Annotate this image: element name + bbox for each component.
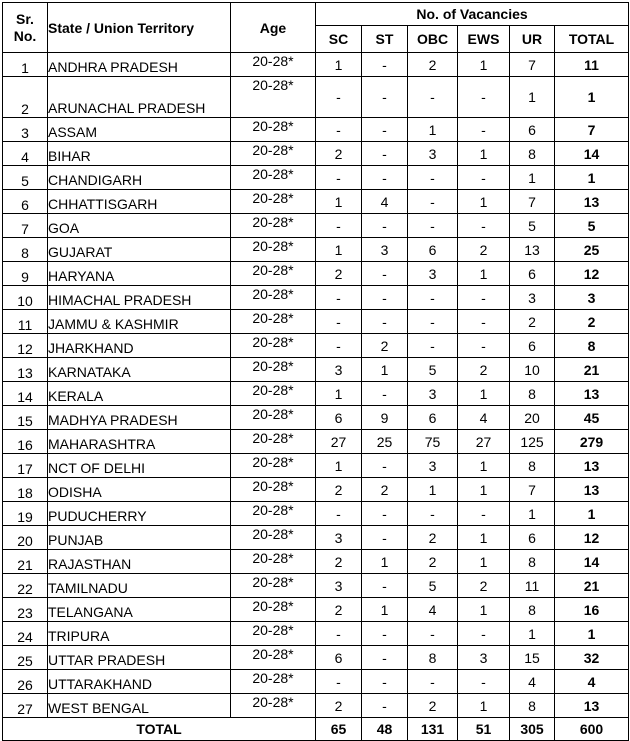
row-state: UTTARAKHAND <box>48 670 231 694</box>
row-ur: 7 <box>510 478 555 502</box>
row-ews: 2 <box>458 358 510 382</box>
vacancy-table <box>2 2 629 741</box>
row-age: 20-28* <box>231 598 316 622</box>
row-obc: 5 <box>408 358 458 382</box>
table-row <box>3 406 629 430</box>
row-obc: 6 <box>408 238 458 262</box>
row-state: PUDUCHERRY <box>48 502 231 526</box>
row-sr-no: 12 <box>3 334 48 358</box>
row-age: 20-28* <box>231 694 316 718</box>
table-row <box>3 382 629 406</box>
row-total: 13 <box>555 478 629 502</box>
row-sc: 2 <box>316 694 362 718</box>
row-ur: 10 <box>510 358 555 382</box>
row-state: UTTAR PRADESH <box>48 646 231 670</box>
row-state: WEST BENGAL <box>48 694 231 718</box>
row-sr-no: 6 <box>3 190 48 214</box>
row-state: MADHYA PRADESH <box>48 406 231 430</box>
row-sc: 3 <box>316 358 362 382</box>
table-row <box>3 166 629 190</box>
row-st: - <box>362 502 408 526</box>
row-total: 16 <box>555 598 629 622</box>
table-row <box>3 478 629 502</box>
row-st: - <box>362 77 408 118</box>
row-obc: 8 <box>408 646 458 670</box>
table-row <box>3 670 629 694</box>
table-row <box>3 430 629 454</box>
row-st: 2 <box>362 334 408 358</box>
row-st: 4 <box>362 190 408 214</box>
row-state: CHANDIGARH <box>48 166 231 190</box>
row-st: - <box>362 53 408 77</box>
row-age: 20-28* <box>231 238 316 262</box>
row-sc: - <box>316 334 362 358</box>
row-state: MAHARASHTRA <box>48 430 231 454</box>
row-state: BIHAR <box>48 142 231 166</box>
table-row <box>3 118 629 142</box>
row-ews: 1 <box>458 262 510 286</box>
row-sc: - <box>316 286 362 310</box>
table-row <box>3 358 629 382</box>
row-ur: 1 <box>510 166 555 190</box>
row-total: 45 <box>555 406 629 430</box>
row-obc: 3 <box>408 142 458 166</box>
table-body <box>3 53 629 718</box>
row-obc: 2 <box>408 53 458 77</box>
row-obc: 1 <box>408 118 458 142</box>
row-ur: 8 <box>510 454 555 478</box>
row-obc: - <box>408 622 458 646</box>
row-state: PUNJAB <box>48 526 231 550</box>
row-sr-no: 24 <box>3 622 48 646</box>
row-ews: - <box>458 77 510 118</box>
row-obc: - <box>408 190 458 214</box>
row-total: 14 <box>555 142 629 166</box>
row-sr-no: 7 <box>3 214 48 238</box>
row-state: RAJASTHAN <box>48 550 231 574</box>
row-ews: 1 <box>458 526 510 550</box>
totals-st: 48 <box>362 718 408 741</box>
row-age: 20-28* <box>231 550 316 574</box>
table-row <box>3 286 629 310</box>
row-sc: - <box>316 310 362 334</box>
row-ur: 8 <box>510 694 555 718</box>
row-st: 1 <box>362 358 408 382</box>
row-age: 20-28* <box>231 502 316 526</box>
totals-total: 600 <box>555 718 629 741</box>
row-st: - <box>362 454 408 478</box>
row-state: ARUNACHAL PRADESH <box>48 77 231 118</box>
row-obc: 3 <box>408 382 458 406</box>
row-ews: - <box>458 334 510 358</box>
row-state: JAMMU & KASHMIR <box>48 310 231 334</box>
row-age: 20-28* <box>231 262 316 286</box>
row-sc: 2 <box>316 478 362 502</box>
row-obc: 2 <box>408 526 458 550</box>
row-state: GUJARAT <box>48 238 231 262</box>
row-ur: 3 <box>510 286 555 310</box>
table-row <box>3 574 629 598</box>
table-row <box>3 214 629 238</box>
row-ur: 8 <box>510 550 555 574</box>
row-sc: 2 <box>316 262 362 286</box>
row-total: 8 <box>555 334 629 358</box>
row-sc: - <box>316 214 362 238</box>
row-total: 13 <box>555 454 629 478</box>
row-ews: 3 <box>458 646 510 670</box>
row-st: - <box>362 526 408 550</box>
row-obc: 1 <box>408 478 458 502</box>
row-age: 20-28* <box>231 358 316 382</box>
row-ews: 1 <box>458 478 510 502</box>
row-sr-no: 4 <box>3 142 48 166</box>
row-age: 20-28* <box>231 478 316 502</box>
row-ur: 8 <box>510 142 555 166</box>
row-obc: - <box>408 334 458 358</box>
row-sc: 2 <box>316 550 362 574</box>
row-sr-no: 11 <box>3 310 48 334</box>
row-age: 20-28* <box>231 430 316 454</box>
row-st: 1 <box>362 550 408 574</box>
row-ur: 5 <box>510 214 555 238</box>
row-total: 11 <box>555 53 629 77</box>
row-total: 5 <box>555 214 629 238</box>
row-age: 20-28* <box>231 214 316 238</box>
row-ews: - <box>458 166 510 190</box>
totals-sc: 65 <box>316 718 362 741</box>
table-row <box>3 310 629 334</box>
row-sr-no: 23 <box>3 598 48 622</box>
row-total: 21 <box>555 574 629 598</box>
row-st: 25 <box>362 430 408 454</box>
row-sr-no: 5 <box>3 166 48 190</box>
totals-ews: 51 <box>458 718 510 741</box>
row-ur: 6 <box>510 334 555 358</box>
row-total: 21 <box>555 358 629 382</box>
row-ur: 15 <box>510 646 555 670</box>
row-sr-no: 22 <box>3 574 48 598</box>
row-sc: 2 <box>316 142 362 166</box>
row-st: - <box>362 670 408 694</box>
table-row <box>3 77 629 118</box>
row-age: 20-28* <box>231 454 316 478</box>
row-state: ASSAM <box>48 118 231 142</box>
row-obc: - <box>408 286 458 310</box>
row-sr-no: 20 <box>3 526 48 550</box>
row-obc: - <box>408 166 458 190</box>
row-sc: 1 <box>316 454 362 478</box>
row-sc: 3 <box>316 526 362 550</box>
row-age: 20-28* <box>231 53 316 77</box>
row-ur: 125 <box>510 430 555 454</box>
table-row <box>3 334 629 358</box>
table-row <box>3 238 629 262</box>
row-ews: 1 <box>458 454 510 478</box>
row-total: 14 <box>555 550 629 574</box>
row-ews: - <box>458 214 510 238</box>
row-sr-no: 26 <box>3 670 48 694</box>
row-sr-no: 18 <box>3 478 48 502</box>
row-ews: 4 <box>458 406 510 430</box>
table-row <box>3 53 629 77</box>
row-obc: 3 <box>408 262 458 286</box>
row-ur: 13 <box>510 238 555 262</box>
row-total: 13 <box>555 382 629 406</box>
row-sc: 6 <box>316 646 362 670</box>
row-age: 20-28* <box>231 406 316 430</box>
row-sr-no: 15 <box>3 406 48 430</box>
row-sc: 1 <box>316 190 362 214</box>
table-row <box>3 262 629 286</box>
row-total: 279 <box>555 430 629 454</box>
row-ews: 1 <box>458 550 510 574</box>
row-obc: 75 <box>408 430 458 454</box>
table-row <box>3 454 629 478</box>
row-obc: 4 <box>408 598 458 622</box>
row-sr-no: 8 <box>3 238 48 262</box>
row-age: 20-28* <box>231 142 316 166</box>
row-state: KARNATAKA <box>48 358 231 382</box>
row-obc: - <box>408 214 458 238</box>
row-age: 20-28* <box>231 77 316 118</box>
row-sr-no: 17 <box>3 454 48 478</box>
row-state: HIMACHAL PRADESH <box>48 286 231 310</box>
row-total: 2 <box>555 310 629 334</box>
row-ews: 27 <box>458 430 510 454</box>
header-total: TOTAL <box>555 26 629 53</box>
row-sc: - <box>316 502 362 526</box>
row-sc: 2 <box>316 598 362 622</box>
row-ur: 6 <box>510 262 555 286</box>
row-st: - <box>362 574 408 598</box>
row-total: 3 <box>555 286 629 310</box>
row-obc: 3 <box>408 454 458 478</box>
row-ur: 20 <box>510 406 555 430</box>
row-sc: 27 <box>316 430 362 454</box>
totals-obc: 131 <box>408 718 458 741</box>
row-obc: - <box>408 77 458 118</box>
row-ews: - <box>458 502 510 526</box>
row-state: NCT OF DELHI <box>48 454 231 478</box>
row-total: 1 <box>555 622 629 646</box>
row-st: - <box>362 166 408 190</box>
row-ews: 1 <box>458 598 510 622</box>
row-total: 1 <box>555 77 629 118</box>
row-age: 20-28* <box>231 286 316 310</box>
row-st: 1 <box>362 598 408 622</box>
row-ews: 1 <box>458 142 510 166</box>
header-sc: SC <box>316 26 362 53</box>
row-sr-no: 21 <box>3 550 48 574</box>
row-total: 13 <box>555 190 629 214</box>
row-age: 20-28* <box>231 622 316 646</box>
row-obc: 5 <box>408 574 458 598</box>
row-state: TRIPURA <box>48 622 231 646</box>
row-ur: 6 <box>510 118 555 142</box>
header-obc: OBC <box>408 26 458 53</box>
row-total: 7 <box>555 118 629 142</box>
row-age: 20-28* <box>231 670 316 694</box>
row-ews: 2 <box>458 574 510 598</box>
row-sc: 1 <box>316 238 362 262</box>
row-ur: 7 <box>510 190 555 214</box>
row-age: 20-28* <box>231 334 316 358</box>
table-header <box>3 3 629 53</box>
table-row <box>3 142 629 166</box>
row-ews: 1 <box>458 694 510 718</box>
row-sr-no: 1 <box>3 53 48 77</box>
row-state: TAMILNADU <box>48 574 231 598</box>
row-st: - <box>362 262 408 286</box>
row-ur: 4 <box>510 670 555 694</box>
row-state: JHARKHAND <box>48 334 231 358</box>
row-sr-no: 13 <box>3 358 48 382</box>
row-ews: 1 <box>458 382 510 406</box>
row-ur: 8 <box>510 382 555 406</box>
totals-row <box>3 718 629 741</box>
row-state: HARYANA <box>48 262 231 286</box>
header-state: State / Union Territory <box>48 3 231 53</box>
row-ews: - <box>458 286 510 310</box>
row-st: - <box>362 646 408 670</box>
row-st: - <box>362 142 408 166</box>
row-total: 1 <box>555 166 629 190</box>
header-ews: EWS <box>458 26 510 53</box>
row-sr-no: 19 <box>3 502 48 526</box>
row-age: 20-28* <box>231 118 316 142</box>
row-total: 12 <box>555 262 629 286</box>
header-sr-no: Sr. No. <box>3 3 48 53</box>
table-row <box>3 526 629 550</box>
table-row <box>3 502 629 526</box>
row-sr-no: 10 <box>3 286 48 310</box>
row-ur: 6 <box>510 526 555 550</box>
row-sr-no: 14 <box>3 382 48 406</box>
row-obc: 2 <box>408 694 458 718</box>
row-st: - <box>362 622 408 646</box>
row-ews: - <box>458 670 510 694</box>
row-obc: 2 <box>408 550 458 574</box>
row-sc: - <box>316 670 362 694</box>
row-age: 20-28* <box>231 166 316 190</box>
table-row <box>3 598 629 622</box>
row-age: 20-28* <box>231 526 316 550</box>
row-sr-no: 27 <box>3 694 48 718</box>
row-ur: 8 <box>510 598 555 622</box>
row-age: 20-28* <box>231 310 316 334</box>
row-age: 20-28* <box>231 574 316 598</box>
row-sc: - <box>316 77 362 118</box>
row-ews: - <box>458 622 510 646</box>
row-st: - <box>362 286 408 310</box>
row-state: GOA <box>48 214 231 238</box>
row-ur: 2 <box>510 310 555 334</box>
row-ews: - <box>458 118 510 142</box>
row-total: 1 <box>555 502 629 526</box>
row-sr-no: 9 <box>3 262 48 286</box>
row-st: - <box>362 382 408 406</box>
row-obc: - <box>408 502 458 526</box>
row-obc: - <box>408 670 458 694</box>
header-age: Age <box>231 3 316 53</box>
row-age: 20-28* <box>231 382 316 406</box>
row-total: 13 <box>555 694 629 718</box>
row-sc: 3 <box>316 574 362 598</box>
row-ur: 1 <box>510 77 555 118</box>
row-total: 12 <box>555 526 629 550</box>
row-total: 32 <box>555 646 629 670</box>
row-st: 3 <box>362 238 408 262</box>
row-ews: 1 <box>458 190 510 214</box>
header-st: ST <box>362 26 408 53</box>
row-st: - <box>362 310 408 334</box>
row-st: - <box>362 214 408 238</box>
row-ur: 7 <box>510 53 555 77</box>
table-footer <box>3 718 629 741</box>
row-ur: 1 <box>510 502 555 526</box>
row-state: ANDHRA PRADESH <box>48 53 231 77</box>
row-sc: 1 <box>316 53 362 77</box>
row-ur: 1 <box>510 622 555 646</box>
totals-ur: 305 <box>510 718 555 741</box>
row-state: KERALA <box>48 382 231 406</box>
row-ews: 2 <box>458 238 510 262</box>
row-state: ODISHA <box>48 478 231 502</box>
row-sc: 6 <box>316 406 362 430</box>
row-ews: - <box>458 310 510 334</box>
row-sc: 1 <box>316 382 362 406</box>
row-sr-no: 3 <box>3 118 48 142</box>
row-obc: 6 <box>408 406 458 430</box>
row-obc: - <box>408 310 458 334</box>
row-sc: - <box>316 622 362 646</box>
row-state: CHHATTISGARH <box>48 190 231 214</box>
row-ews: 1 <box>458 53 510 77</box>
row-sr-no: 25 <box>3 646 48 670</box>
row-sc: - <box>316 166 362 190</box>
row-ur: 11 <box>510 574 555 598</box>
row-st: 2 <box>362 478 408 502</box>
header-no-of-vacancies: No. of Vacancies <box>316 3 629 26</box>
row-st: - <box>362 118 408 142</box>
header-ur: UR <box>510 26 555 53</box>
table-row <box>3 190 629 214</box>
totals-label: TOTAL <box>3 718 316 741</box>
row-st: - <box>362 694 408 718</box>
row-sr-no: 16 <box>3 430 48 454</box>
row-total: 25 <box>555 238 629 262</box>
row-age: 20-28* <box>231 190 316 214</box>
row-st: 9 <box>362 406 408 430</box>
row-state: TELANGANA <box>48 598 231 622</box>
table-row <box>3 550 629 574</box>
table-row <box>3 694 629 718</box>
row-sc: - <box>316 118 362 142</box>
table-row <box>3 646 629 670</box>
row-age: 20-28* <box>231 646 316 670</box>
row-total: 4 <box>555 670 629 694</box>
table-row <box>3 622 629 646</box>
row-sr-no: 2 <box>3 77 48 118</box>
